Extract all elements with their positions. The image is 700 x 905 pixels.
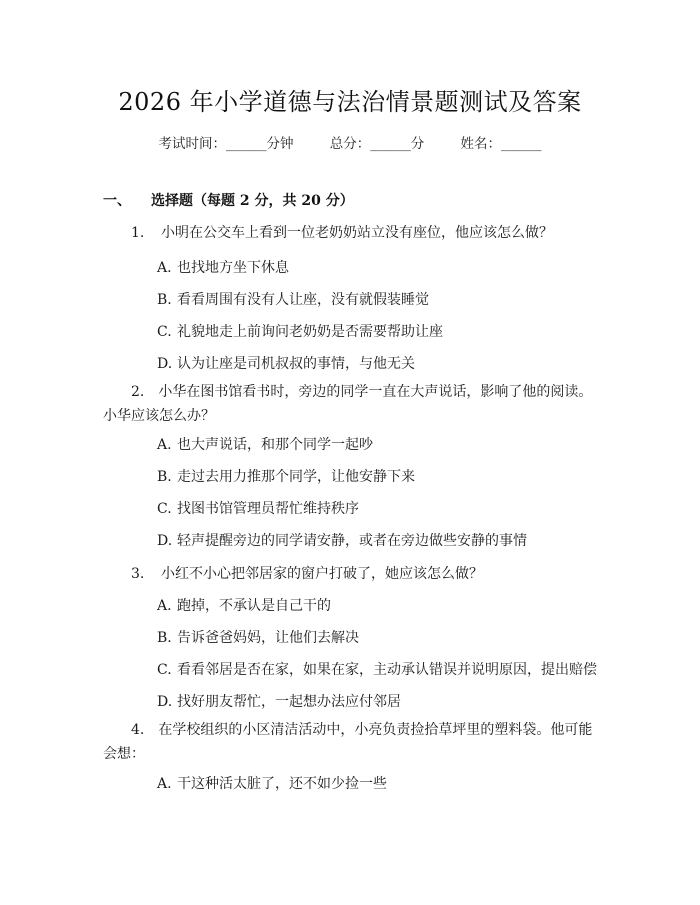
question-number: 1. — [131, 225, 145, 241]
question-text: 小华在图书馆看书时，旁边的同学一直在大声说话，影响了他的阅读。小华应该怎么办？ — [103, 384, 593, 424]
option-text: 也大声说话，和那个同学一起吵 — [177, 437, 373, 453]
option-2c — [157, 498, 359, 518]
option-letter: C. — [157, 501, 172, 517]
option-text: 告诉爸爸妈妈，让他们去解决 — [177, 630, 359, 646]
page-title: 2026 年小学道德与法治情景题测试及答案 — [118, 88, 582, 116]
option-letter: C. — [157, 324, 172, 340]
option-2a — [157, 434, 373, 454]
option-text: 认为让座是司机叔叔的事情，与他无关 — [177, 356, 415, 372]
option-letter: A. — [157, 598, 172, 614]
question-text: 小红不小心把邻居家的窗户打破了，她应该怎么做？ — [161, 566, 483, 582]
question-4 — [103, 718, 603, 766]
option-text: 干这种活太脏了，还不如少捡一些 — [177, 776, 387, 792]
question-3 — [131, 562, 483, 586]
option-3d — [157, 691, 401, 711]
option-3a — [157, 595, 331, 615]
option-text: 轻声提醒旁边的同学请安静，或者在旁边做些安静的事情 — [177, 533, 527, 549]
option-text: 礼貌地走上前询问老奶奶是否需要帮助让座 — [177, 324, 443, 340]
option-4a — [157, 773, 387, 793]
option-2b — [157, 466, 415, 486]
option-letter: D. — [157, 694, 173, 710]
option-1c — [157, 321, 443, 341]
exam-meta — [0, 132, 700, 152]
option-1a — [157, 257, 289, 277]
option-3b — [157, 627, 359, 647]
option-2d — [157, 530, 527, 550]
option-text: 走过去用力推那个同学，让他安静下来 — [177, 469, 415, 485]
option-1b — [157, 289, 429, 309]
option-letter: B. — [157, 292, 172, 308]
option-text: 找图书馆管理员帮忙维持秩序 — [177, 501, 359, 517]
option-letter: A. — [157, 260, 172, 276]
question-number: 3. — [131, 566, 145, 582]
option-letter: D. — [157, 533, 173, 549]
option-letter: A. — [157, 776, 172, 792]
option-text: 也找地方坐下休息 — [177, 260, 289, 276]
option-text: 跑掉，不承认是自己干的 — [177, 598, 331, 614]
question-text: 在学校组织的小区清洁活动中，小亮负责捡拾草坪里的塑料袋。他可能会想： — [103, 722, 593, 762]
exam-time: 考试时间：______分钟 — [158, 136, 294, 152]
option-letter: B. — [157, 630, 172, 646]
question-number: 4. — [131, 722, 145, 738]
question-number: 2. — [131, 384, 145, 400]
option-text: 看看邻居是否在家，如果在家，主动承认错误并说明原因，提出赔偿 — [177, 662, 597, 678]
option-letter: A. — [157, 437, 172, 453]
option-text: 找好朋友帮忙，一起想办法应付邻居 — [177, 694, 401, 710]
option-1d — [157, 353, 415, 373]
option-3c — [157, 659, 597, 679]
question-text: 小明在公交车上看到一位老奶奶站立没有座位，他应该怎么做？ — [161, 225, 553, 241]
section-number: 一、 — [103, 193, 131, 209]
option-letter: B. — [157, 469, 172, 485]
section-title: 选择题（每题 2 分，共 20 分） — [151, 193, 354, 209]
student-name: 姓名：______ — [460, 136, 542, 152]
total-score: 总分：______分 — [329, 136, 425, 152]
question-1 — [131, 221, 553, 245]
option-text: 看看周围有没有人让座，没有就假装睡觉 — [177, 292, 429, 308]
question-2 — [103, 380, 603, 428]
section-heading — [103, 190, 354, 210]
option-letter: D. — [157, 356, 173, 372]
option-letter: C. — [157, 662, 172, 678]
